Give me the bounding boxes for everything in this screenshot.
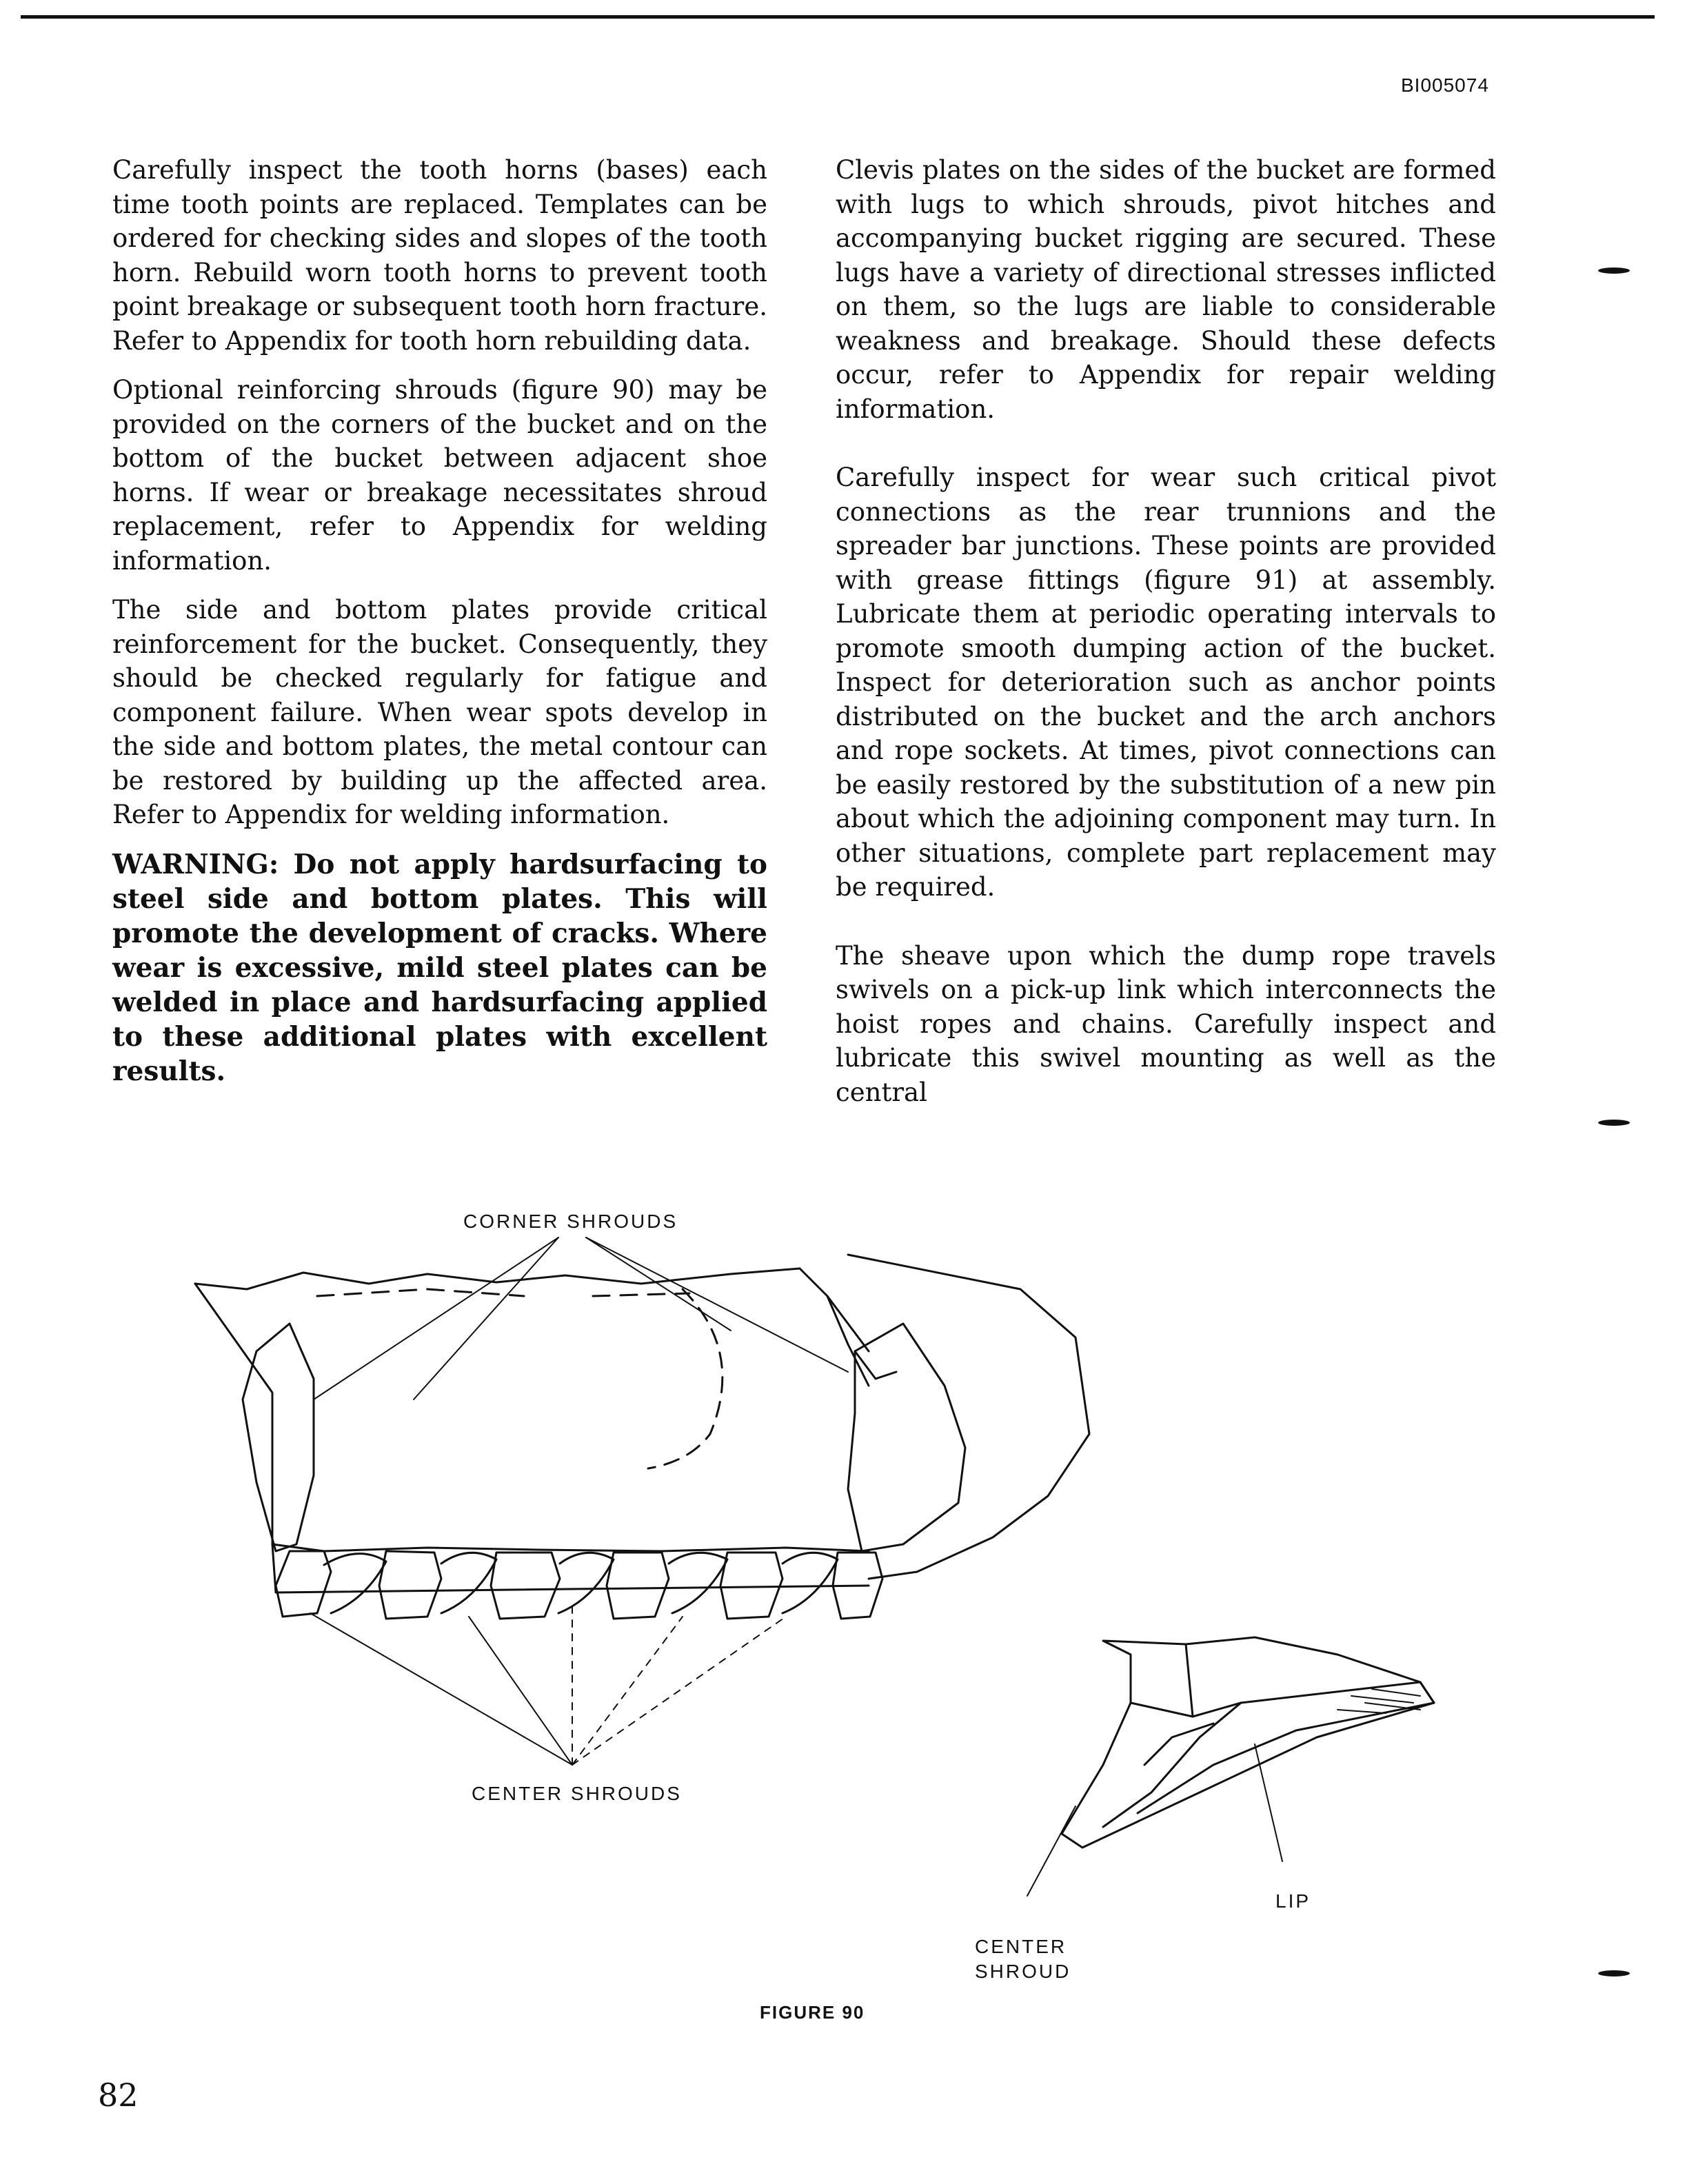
paragraph-pivot-connections: Carefully inspect for wear such critical pivot connections as the rear trunnions and the spreader bar junctions. These points are provided with grease fittings (figure 91) at assembly. Lubricate them at periodic operating intervals to promote smooth dumping action of the bucket. Inspect for deterioration such as anchor points distributed on the bucket and the arch anchors and rope sockets. At times, pivot connections can be easily restored by the substitution of a new pin about which the adjoining component may turn. In other situations, complete part replacement may be required. (836, 463, 1496, 902)
center-shroud-row (276, 1551, 882, 1619)
paragraph-clevis-plates: Clevis plates on the sides of the bucket are formed with lugs to which shrouds, pivot hitches and accompanying bucket rigging are secured. These lugs have a variety of directional stresses inflicted on them, so the lugs are liable to considerable weakness and breakage. Should these defects occur, refer to Appendix for repair welding information. (836, 155, 1496, 424)
paragraph-side-bottom-plates: The side and bottom plates provide critical reinforcement for the bucket. Consequently, they should be checked regularly for fatigue and component failure. When wear spots develop in the side and bottom plates, the metal contour can be restored by building up the affected area. Refer to Appendix for welding information. (112, 595, 767, 829)
label-center-shroud-line1: CENTER (975, 1936, 1067, 1957)
figure-caption: FIGURE 90 (760, 2002, 865, 2023)
margin-mark (1598, 1970, 1630, 1976)
label-center-shroud-line2: SHROUD (975, 1961, 1071, 1982)
right-column (836, 153, 1496, 1124)
paragraph-sheave: The sheave upon which the dump rope travels swivels on a pick-up link which interconnects the hoist ropes and chains. Carefully inspect and lubricate this swivel mounting as well as the central (836, 940, 1496, 1107)
paragraph-reinforcing-shrouds: Optional reinforcing shrouds (figure 90) may be provided on the corners of the bucket and on the bottom of the bucket between adjacent shoe horns. If wear or breakage necessitates shroud replacement, refer to Appendix for welding information. (112, 375, 767, 576)
left-corner-shroud (243, 1324, 314, 1551)
label-lip: LIP (1275, 1890, 1311, 1912)
paragraph-tooth-horns: Carefully inspect the tooth horns (bases) each time tooth points are replaced. Templates can be ordered for checking sides and slopes of the tooth horn. Rebuild worn tooth horns to prevent tooth point breakage or subsequent tooth horn fracture. Refer to Appendix for tooth horn rebuilding data. (112, 155, 767, 356)
page-number: 82 (98, 2076, 139, 2114)
figure-90 (0, 1172, 1696, 2054)
top-rule (21, 15, 1655, 19)
bucket-drawing (0, 1172, 1696, 2054)
label-corner-shrouds: CORNER SHROUDS (463, 1211, 678, 1232)
right-corner-shroud (848, 1324, 965, 1551)
left-column (112, 153, 767, 1089)
margin-mark (1598, 1120, 1630, 1126)
document-id: BI005074 (1401, 74, 1489, 96)
margin-mark (1598, 267, 1630, 274)
label-center-shrouds: CENTER SHROUDS (472, 1783, 682, 1804)
warning-hardsurfacing: WARNING: Do not apply hardsurfacing to steel side and bottom plates. This will promote the development of cracks. Where wear is excessive, mild steel plates can be welded in place and hardsurfacing applied to these additional plates with excellent results. (112, 848, 767, 1087)
bucket-outline (195, 1268, 800, 1289)
